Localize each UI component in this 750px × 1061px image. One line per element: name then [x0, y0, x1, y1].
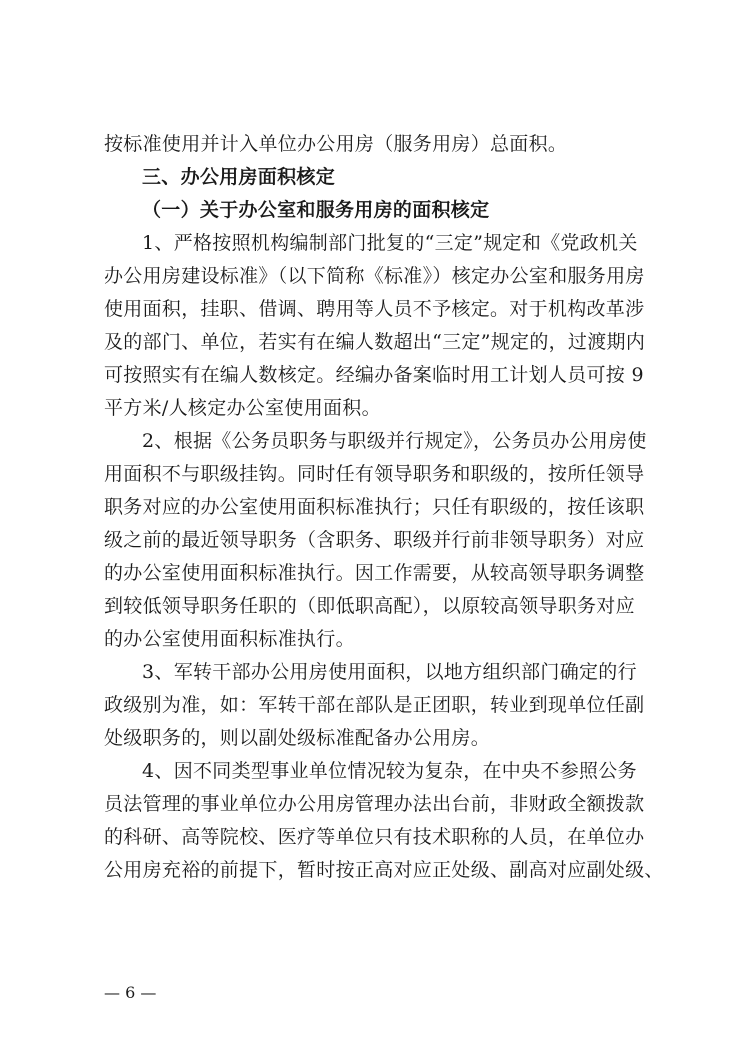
section-subheading	[104, 194, 660, 227]
text-line: 及的部门、单位，若实有在编人数超出“三定”规定的，过渡期内	[104, 331, 646, 353]
text-line: 用面积不与职级挂钩。同时任有领导职务和职级的，按所任领导	[104, 463, 645, 485]
paragraph-item-3	[104, 656, 660, 755]
paragraph-continuation	[104, 128, 660, 161]
text-line: 公用房充裕的前提下，暂时按正高对应正处级、副高对应副处级、	[104, 859, 664, 881]
text-line: 政级别为准，如：军转干部在部队是正团职，转业到现单位任副	[104, 694, 645, 716]
text-line: 职务对应的办公室使用面积标准执行；只任有职级的，按任该职	[104, 496, 645, 518]
text-line: 使用面积，挂职、借调、聘用等人员不予核定。对于机构改革涉	[104, 298, 645, 320]
text-line: 按标准使用并计入单位办公用房（服务用房）总面积。	[104, 133, 568, 155]
page-number: — 6 —	[104, 983, 157, 1002]
text-line: 办公用房建设标准》（以下简称《标准》）核定办公室和服务用房	[104, 265, 645, 287]
text-line: 的科研、高等院校、医疗等单位只有技术职称的人员，在单位办	[104, 826, 645, 848]
paragraph-item-2	[104, 425, 660, 656]
text-line: 处级职务的，则以副处级标准配备办公用房。	[104, 727, 491, 749]
text-line: 的办公室使用面积标准执行。因工作需要，从较高领导职务调整	[104, 562, 645, 584]
document-body	[104, 128, 664, 887]
heading-line: 三、办公用房面积核定	[142, 166, 336, 188]
text-line: 可按照实有在编人数核定。经编办备案临时用工计划人员可按 9	[104, 364, 644, 386]
text-line: 4、因不同类型事业单位情况较为复杂，在中央不参照公务	[142, 760, 637, 782]
text-line: 平方米/人核定办公室使用面积。	[104, 397, 381, 419]
text-line: 的办公室使用面积标准执行。	[104, 628, 355, 650]
paragraph-item-4	[104, 755, 664, 887]
paragraph-item-1	[104, 227, 660, 425]
text-line: 级之前的最近领导职务（含职务、职级并行前非领导职务）对应	[104, 529, 645, 551]
text-line: 1、严格按照机构编制部门批复的“三定”规定和《党政机关	[142, 232, 638, 254]
text-line: 到较低领导职务任职的（即低职高配），以原较高领导职务对应	[104, 595, 635, 617]
section-heading	[104, 161, 660, 194]
text-line: 员法管理的事业单位办公用房管理办法出台前，非财政全额拨款	[104, 793, 645, 815]
subheading-line: （一）关于办公室和服务用房的面积核定	[142, 199, 490, 221]
text-line: 2、根据《公务员职务与职级并行规定》，公务员办公用房使	[142, 430, 647, 452]
text-line: 3、军转干部办公用房使用面积，以地方组织部门确定的行	[142, 661, 637, 683]
